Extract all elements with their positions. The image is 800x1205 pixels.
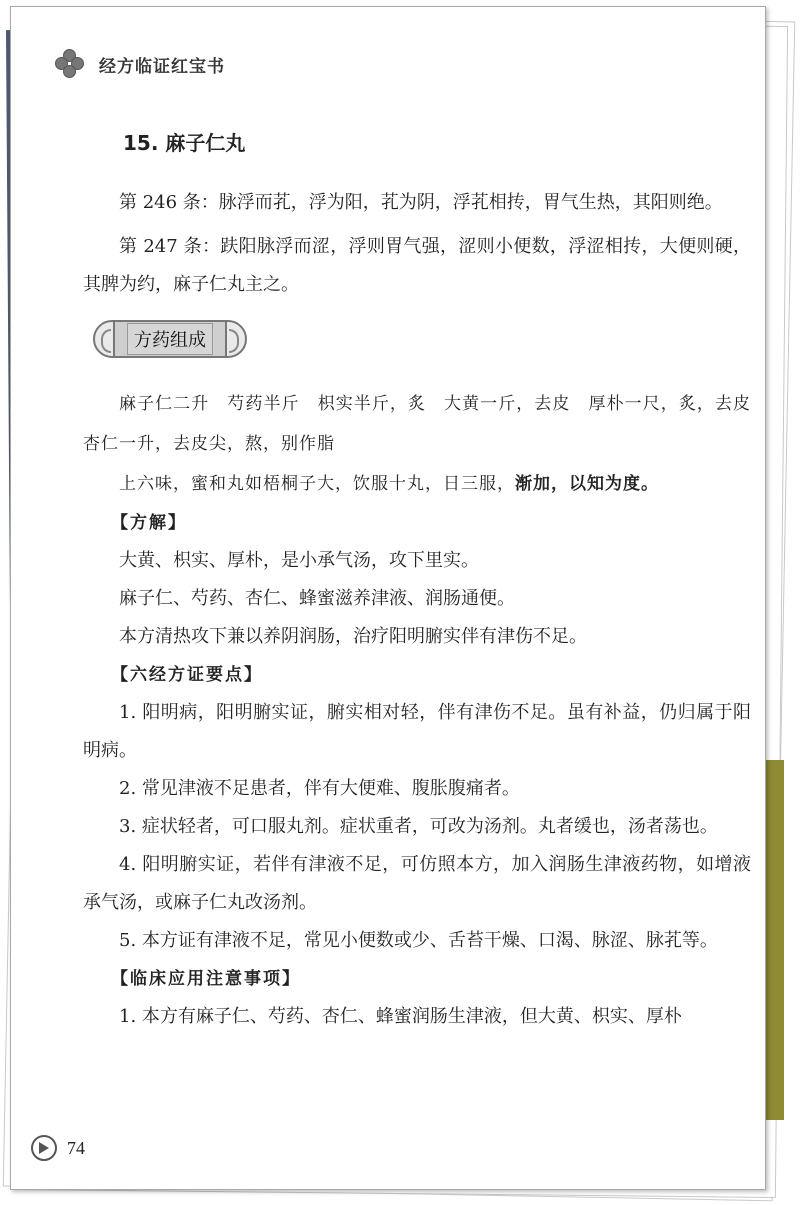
composition-tag-label: 方药组成 xyxy=(127,323,213,355)
page-arrow-icon xyxy=(31,1135,57,1161)
quatrefoil-logo-icon xyxy=(55,49,85,79)
key-point-item: 5. 本方证有津液不足，常见小便数或少、舌苔干燥、口渴、脉涩、脉芤等。 xyxy=(119,930,718,951)
fangjie-heading: 【方解】 xyxy=(111,513,187,533)
page-content xyxy=(83,127,769,1036)
page-number: 74 xyxy=(67,1137,85,1158)
key-point-item: 1. 阳明病，阳明腑实证，腑实相对轻，伴有津伤不足。虽有补益，仍归属于阳明病。 xyxy=(83,702,751,761)
recipe-method xyxy=(83,464,751,504)
fangjie-line: 大黄、枳实、厚朴，是小承气汤，攻下里实。 xyxy=(119,550,479,571)
recipe-method-text: 上六味，蜜和丸如梧桐子大，饮服十丸，日三服， xyxy=(119,474,515,494)
section-title: 15. 麻子仁丸 xyxy=(123,131,246,155)
running-header xyxy=(55,49,225,79)
composition-tag xyxy=(93,320,751,358)
notes-heading: 【临床应用注意事项】 xyxy=(111,969,301,989)
article-paragraph: 第 246 条：脉浮而芤，浮为阳，芤为阴，浮芤相抟，胃气生热，其阳则绝。 xyxy=(119,192,723,213)
recipe-method-emphasis: 渐加，以知为度。 xyxy=(515,474,659,494)
key-point-item: 2. 常见津液不足患者，伴有大便难、腹胀腹痛者。 xyxy=(119,778,520,799)
article-paragraph: 第 247 条：趺阳脉浮而涩，浮则胃气强，涩则小便数，浮涩相抟，大便则硬，其脾为约，麻子仁丸主之。 xyxy=(83,236,751,295)
book-page xyxy=(10,6,769,1190)
key-point-item: 4. 阳明腑实证，若伴有津液不足，可仿照本方，加入润肠生津液药物，如增液承气汤，或麻子仁丸改汤剂。 xyxy=(83,854,751,913)
note-item: 1. 本方有麻子仁、芍药、杏仁、蜂蜜润肠生津液，但大黄、枳实、厚朴 xyxy=(119,1006,682,1027)
recipe-ingredients: 麻子仁二升 芍药半斤 枳实半斤，炙 大黄一斤，去皮 厚朴一尺，炙，去皮 杏仁一升，去皮尖，熬，别作脂 xyxy=(83,394,769,454)
tag-bracket-right-icon xyxy=(225,320,247,358)
tag-bracket-left-icon xyxy=(93,320,115,358)
fangjie-line: 本方清热攻下兼以养阴润肠，治疗阳明腑实伴有津伤不足。 xyxy=(119,626,587,647)
book-title: 经方临证红宝书 xyxy=(99,56,225,77)
fangjie-line: 麻子仁、芍药、杏仁、蜂蜜滋养津液、润肠通便。 xyxy=(119,588,515,609)
key-points-heading: 【六经方证要点】 xyxy=(111,665,263,685)
page-footer xyxy=(31,1135,85,1161)
key-point-item: 3. 症状轻者，可口服丸剂。症状重者，可改为汤剂。丸者缓也，汤者荡也。 xyxy=(119,816,718,837)
